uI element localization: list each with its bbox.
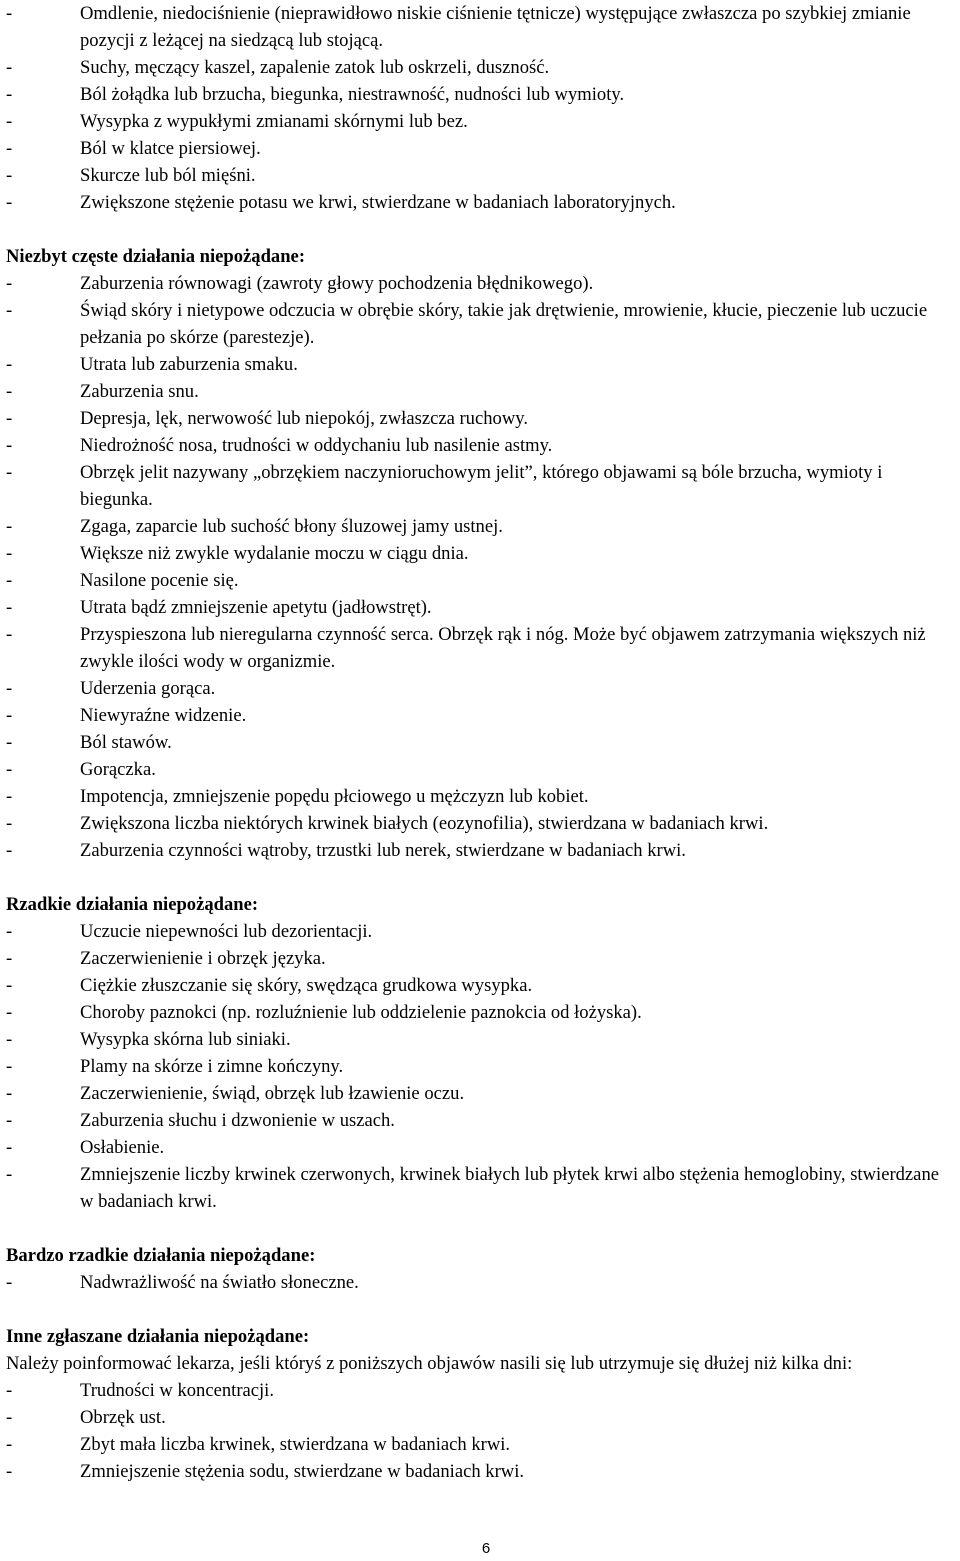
list-item-text: Trudności w koncentracji. (80, 1380, 274, 1401)
list-item (6, 108, 960, 135)
list-item-text: Ból w klatce piersiowej. (80, 138, 261, 159)
bullet-dash: - (6, 1002, 13, 1023)
bullet-dash: - (6, 786, 13, 807)
list-item (6, 513, 960, 540)
list-item (6, 1080, 960, 1107)
list-item-text: Niewyraźne widzenie. (80, 705, 247, 726)
list-item-text: Obrzęk ust. (80, 1407, 166, 1428)
bullet-dash: - (6, 597, 13, 618)
list-item (6, 432, 960, 459)
bullet-dash: - (6, 678, 13, 699)
list-item-text: Plamy na skórze i zimne kończyny. (80, 1056, 344, 1077)
list-item (6, 1134, 960, 1161)
bullet-dash: - (6, 921, 13, 942)
bullet-dash: - (6, 165, 13, 186)
list-item-text: Utrata lub zaburzenia smaku. (80, 354, 298, 375)
list-item-text: Osłabienie. (80, 1137, 165, 1158)
bullet-dash: - (6, 759, 13, 780)
list-item (6, 1269, 960, 1296)
list-item (6, 1404, 960, 1431)
list-item (6, 729, 960, 756)
list-item (6, 81, 960, 108)
section-title-very-rare: Bardzo rzadkie działania niepożądane: (6, 1245, 316, 1266)
list-item-text: Zaburzenia snu. (80, 381, 199, 402)
list-item-text: Uczucie niepewności lub dezorientacji. (80, 921, 373, 942)
list-item-text: Omdlenie, niedociśnienie (nieprawidłowo niskie ciśnienie tętnicze) występujące zwłaszcza po szybkiej zmianie pozycji z leżącej na siedzącą lub stojącą. (80, 3, 911, 51)
uncommon-symptom-list (6, 270, 960, 864)
list-item (6, 351, 960, 378)
bullet-dash: - (6, 975, 13, 996)
list-item (6, 675, 960, 702)
rare-symptom-list (6, 918, 960, 1215)
bullet-dash: - (6, 1083, 13, 1104)
section-title-rare: Rzadkie działania niepożądane: (6, 894, 259, 915)
list-item (6, 540, 960, 567)
bullet-dash: - (6, 1272, 13, 1293)
section-title-uncommon: Niezbyt częste działania niepożądane: (6, 246, 306, 267)
bullet-dash: - (6, 1407, 13, 1428)
list-item (6, 189, 960, 216)
bullet-dash: - (6, 1110, 13, 1131)
list-item (6, 1161, 960, 1215)
list-item (6, 783, 960, 810)
list-item (6, 702, 960, 729)
bullet-dash: - (6, 3, 13, 24)
list-item (6, 756, 960, 783)
list-item-text: Wysypka skórna lub siniaki. (80, 1029, 291, 1050)
bullet-dash: - (6, 192, 13, 213)
top-symptom-list (6, 0, 960, 216)
list-item-text: Świąd skóry i nietypowe odczucia w obrębie skóry, takie jak drętwienie, mrowienie, kłucie, pieczenie lub uczucie pełzania po skórze (parestezje). (80, 300, 928, 348)
list-item (6, 918, 960, 945)
section-title-other: Inne zgłaszane działania niepożądane: (6, 1326, 310, 1347)
list-item-text: Zaczerwienienie, świąd, obrzęk lub łzawienie oczu. (80, 1083, 465, 1104)
list-item-text: Zwiększona liczba niektórych krwinek białych (eozynofilia), stwierdzana w badaniach krwi. (80, 813, 769, 834)
bullet-dash: - (6, 1461, 13, 1482)
list-item (6, 1107, 960, 1134)
list-item (6, 999, 960, 1026)
list-item (6, 621, 960, 675)
list-item-text: Gorączka. (80, 759, 156, 780)
bullet-dash: - (6, 516, 13, 537)
list-item-text: Choroby paznokci (np. rozluźnienie lub oddzielenie paznokcia od łożyska). (80, 1002, 642, 1023)
bullet-dash: - (6, 300, 13, 321)
page-number: 6 (481, 1540, 491, 1557)
list-item-text: Zwiększone stężenie potasu we krwi, stwierdzane w badaniach laboratoryjnych. (80, 192, 676, 213)
list-item-text: Zaczerwienienie i obrzęk języka. (80, 948, 326, 969)
list-item (6, 1458, 960, 1485)
list-item-text: Zmniejszenie liczby krwinek czerwonych, krwinek białych lub płytek krwi albo stężenia hemoglobiny, stwierdzane w badaniach krwi. (80, 1164, 939, 1212)
bullet-dash: - (6, 1434, 13, 1455)
list-item-text: Zaburzenia równowagi (zawroty głowy pochodzenia błędnikowego). (80, 273, 594, 294)
list-item (6, 972, 960, 999)
list-item (6, 810, 960, 837)
list-item (6, 0, 960, 54)
bullet-dash: - (6, 1137, 13, 1158)
bullet-dash: - (6, 705, 13, 726)
list-item (6, 297, 960, 351)
bullet-dash: - (6, 273, 13, 294)
bullet-dash: - (6, 111, 13, 132)
list-item (6, 405, 960, 432)
list-item-text: Depresja, lęk, nerwowość lub niepokój, zwłaszcza ruchowy. (80, 408, 528, 429)
bullet-dash: - (6, 624, 13, 645)
bullet-dash: - (6, 435, 13, 456)
bullet-dash: - (6, 840, 13, 861)
very-rare-symptom-list (6, 1269, 960, 1296)
list-item-text: Utrata bądź zmniejszenie apetytu (jadłowstręt). (80, 597, 432, 618)
bullet-dash: - (6, 57, 13, 78)
list-item-text: Nasilone pocenie się. (80, 570, 239, 591)
list-item-text: Zaburzenia czynności wątroby, trzustki lub nerek, stwierdzane w badaniach krwi. (80, 840, 686, 861)
bullet-dash: - (6, 570, 13, 591)
bullet-dash: - (6, 543, 13, 564)
list-item (6, 135, 960, 162)
bullet-dash: - (6, 138, 13, 159)
list-item-text: Zmniejszenie stężenia sodu, stwierdzane w badaniach krwi. (80, 1461, 525, 1482)
list-item-text: Uderzenia gorąca. (80, 678, 216, 699)
list-item (6, 945, 960, 972)
list-item (6, 378, 960, 405)
bullet-dash: - (6, 381, 13, 402)
list-item (6, 459, 960, 513)
list-item-text: Ból stawów. (80, 732, 172, 753)
list-item (6, 162, 960, 189)
list-item-text: Skurcze lub ból mięśni. (80, 165, 256, 186)
list-item (6, 567, 960, 594)
list-item-text: Ból żołądka lub brzucha, biegunka, niestrawność, nudności lub wymioty. (80, 84, 625, 105)
other-symptom-list (6, 1377, 960, 1485)
list-item-text: Zaburzenia słuchu i dzwonienie w uszach. (80, 1110, 395, 1131)
list-item-text: Impotencja, zmniejszenie popędu płciowego u mężczyzn lub kobiet. (80, 786, 589, 807)
list-item (6, 54, 960, 81)
list-item (6, 1431, 960, 1458)
bullet-dash: - (6, 1056, 13, 1077)
list-item (6, 837, 960, 864)
bullet-dash: - (6, 462, 13, 483)
list-item (6, 270, 960, 297)
list-item-text: Niedrożność nosa, trudności w oddychaniu lub nasilenie astmy. (80, 435, 553, 456)
list-item (6, 1026, 960, 1053)
list-item (6, 1053, 960, 1080)
list-item-text: Nadwrażliwość na światło słoneczne. (80, 1272, 359, 1293)
bullet-dash: - (6, 948, 13, 969)
list-item-text: Ciężkie złuszczanie się skóry, swędząca grudkowa wysypka. (80, 975, 533, 996)
list-item (6, 594, 960, 621)
list-item-text: Większe niż zwykle wydalanie moczu w ciągu dnia. (80, 543, 469, 564)
other-section-intro: Należy poinformować lekarza, jeśli któryś z poniższych objawów nasili się lub utrzymuje się dłużej niż kilka dni: (6, 1353, 853, 1374)
list-item-text: Suchy, męczący kaszel, zapalenie zatok lub oskrzeli, duszność. (80, 57, 550, 78)
list-item-text: Zgaga, zaparcie lub suchość błony śluzowej jamy ustnej. (80, 516, 503, 537)
bullet-dash: - (6, 354, 13, 375)
bullet-dash: - (6, 813, 13, 834)
bullet-dash: - (6, 732, 13, 753)
bullet-dash: - (6, 1380, 13, 1401)
list-item (6, 1377, 960, 1404)
list-item-text: Zbyt mała liczba krwinek, stwierdzana w badaniach krwi. (80, 1434, 511, 1455)
bullet-dash: - (6, 1029, 13, 1050)
bullet-dash: - (6, 84, 13, 105)
list-item-text: Obrzęk jelit nazywany „obrzękiem naczynioruchowym jelit”, którego objawami są bóle brzucha, wymioty i biegunka. (80, 462, 883, 510)
list-item-text: Wysypka z wypukłymi zmianami skórnymi lub bez. (80, 111, 468, 132)
bullet-dash: - (6, 408, 13, 429)
bullet-dash: - (6, 1164, 13, 1185)
list-item-text: Przyspieszona lub nieregularna czynność serca. Obrzęk rąk i nóg. Może być objawem zatrzymania większych niż zwykle ilości wody w organizmie. (80, 624, 926, 672)
